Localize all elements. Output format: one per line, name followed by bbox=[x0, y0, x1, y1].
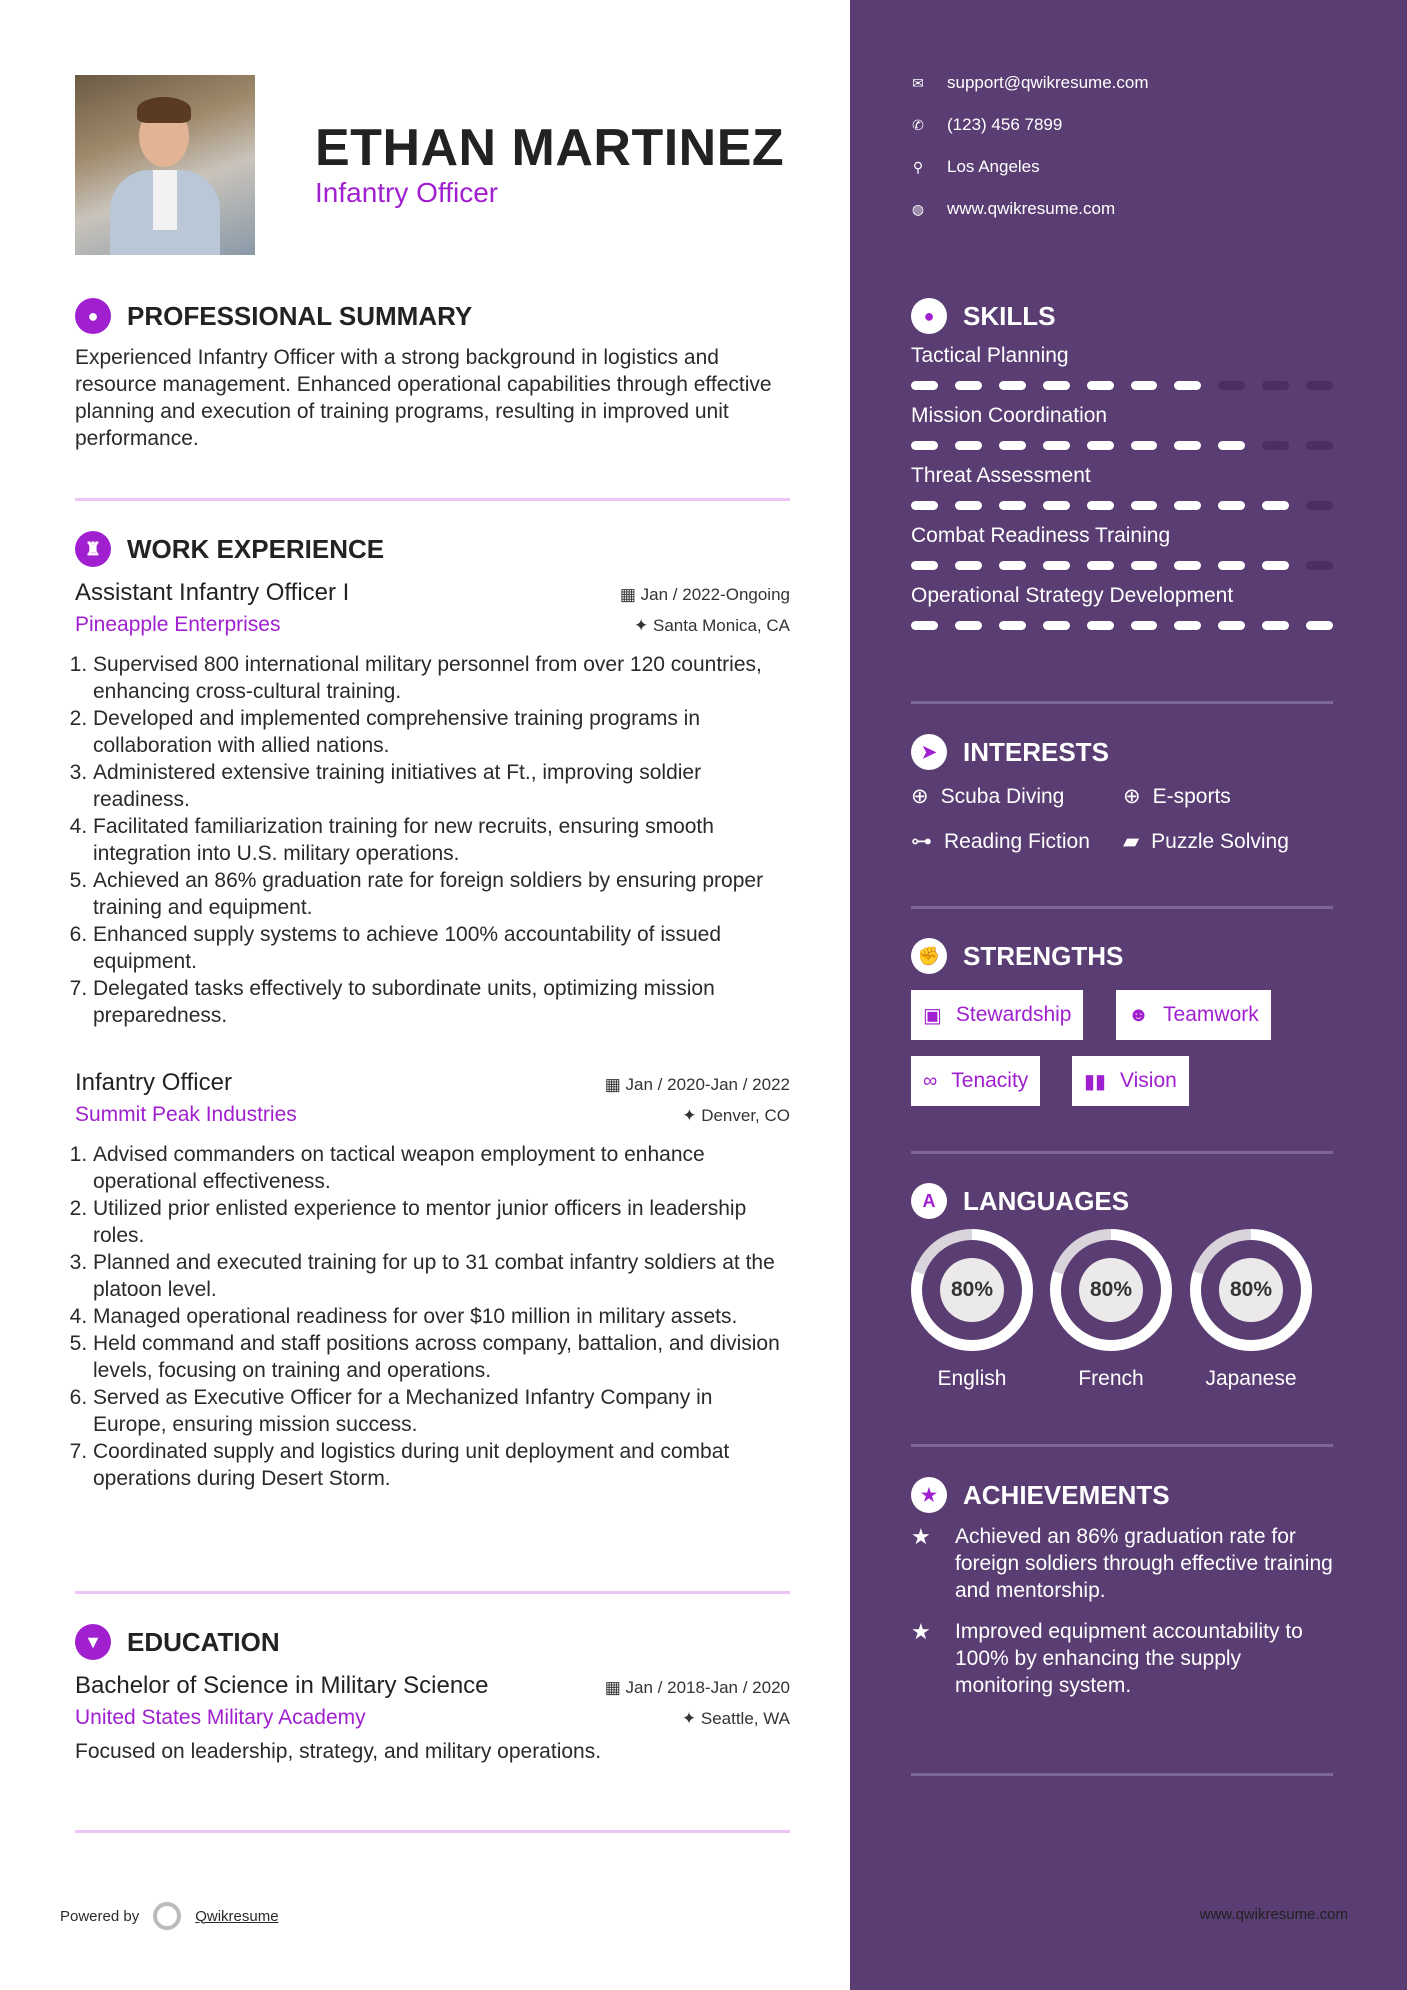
binoculars-icon: ▮▮ bbox=[1084, 1070, 1107, 1093]
envelope-icon: ✉ bbox=[912, 74, 924, 91]
star-icon: ★ bbox=[911, 1477, 947, 1513]
achievement-item: ★ Achieved an 86% graduation rate for foreign soldiers through effective training and mentorship. bbox=[911, 1524, 1333, 1602]
job-entry bbox=[75, 1069, 790, 1492]
skill-item bbox=[911, 344, 1333, 390]
job-location: ✦ Santa Monica, CA bbox=[634, 616, 790, 635]
email-text: support@qwikresume.com bbox=[947, 73, 1149, 92]
duty-item: 3. Administered extensive training initiatives at Ft., improving soldier readiness. bbox=[93, 759, 790, 813]
job-date: ▦ Jan / 2022-Ongoing bbox=[619, 585, 790, 604]
skill-level-dash bbox=[1174, 621, 1201, 630]
skill-level-dash bbox=[911, 561, 938, 570]
skill-level-dash bbox=[1087, 501, 1114, 510]
skill-level-dash bbox=[1087, 381, 1114, 390]
job-location: ✦ Denver, CO bbox=[682, 1106, 790, 1125]
strength-tag: ☻ Teamwork bbox=[1116, 990, 1271, 1040]
skill-level-dash bbox=[1174, 561, 1201, 570]
interest-item: ⊶ Reading Fiction bbox=[911, 829, 1090, 853]
paper-plane-icon: ➤ bbox=[911, 734, 947, 770]
book-icon: ▰ bbox=[1123, 830, 1140, 853]
summary-heading: PROFESSIONAL SUMMARY bbox=[127, 300, 473, 331]
duty-item: 2. Developed and implemented comprehensive training programs in collaboration with allied nations. bbox=[93, 705, 790, 759]
duty-item: 6. Served as Executive Officer for a Mechanized Infantry Company in Europe, ensuring mission success. bbox=[93, 1384, 790, 1438]
skill-level-dash bbox=[1218, 501, 1245, 510]
skill-level-dash bbox=[1131, 621, 1158, 630]
interest-item: ▰ Puzzle Solving bbox=[1123, 829, 1289, 853]
skill-level-dash bbox=[1043, 441, 1070, 450]
education-location: ✦ Seattle, WA bbox=[681, 1709, 790, 1728]
achievement-item: ★ Improved equipment accountability to 100% by enhancing the supply monitoring system. bbox=[911, 1619, 1303, 1697]
skill-level-dash bbox=[1043, 561, 1070, 570]
skill-level-dash bbox=[955, 441, 982, 450]
brand-link[interactable]: Qwikresume bbox=[195, 1907, 279, 1925]
skill-level-dash bbox=[1174, 501, 1201, 510]
profile-photo bbox=[75, 75, 255, 255]
interest-item: ⊕ E-sports bbox=[1123, 784, 1231, 808]
divider bbox=[911, 1444, 1333, 1447]
strengths-heading-row bbox=[911, 938, 1123, 974]
divider bbox=[75, 498, 790, 501]
skill-level-dash bbox=[1043, 381, 1070, 390]
divider bbox=[911, 701, 1333, 704]
education-heading: EDUCATION bbox=[127, 1626, 280, 1657]
divider bbox=[75, 1830, 790, 1833]
contact-email[interactable] bbox=[911, 73, 1149, 93]
skill-level-dash bbox=[999, 441, 1026, 450]
job-duties bbox=[75, 651, 790, 1029]
job-entry bbox=[75, 579, 790, 1029]
language-progress-ring bbox=[911, 1229, 1033, 1351]
summary-section bbox=[75, 298, 790, 501]
skill-level-bar bbox=[911, 501, 1333, 510]
skill-level-dash bbox=[1262, 621, 1289, 630]
skill-level-dash bbox=[1306, 561, 1333, 570]
calendar-icon: ▦ bbox=[604, 1678, 626, 1697]
skill-name: Operational Strategy Development bbox=[911, 584, 1234, 607]
skill-level-dash bbox=[999, 621, 1026, 630]
qwikresume-logo-icon bbox=[153, 1902, 181, 1930]
skill-level-dash bbox=[1043, 501, 1070, 510]
interest-item: ⊕ Scuba Diving bbox=[911, 784, 1065, 808]
graduation-icon: ▼ bbox=[75, 1624, 111, 1660]
calendar-icon: ▦ bbox=[604, 1075, 626, 1094]
phone-text: (123) 456 7899 bbox=[947, 115, 1063, 134]
contact-phone[interactable] bbox=[911, 115, 1062, 135]
gamepad-icon: ⊶ bbox=[911, 830, 932, 853]
duty-item: 4. Managed operational readiness for over $10 million in military assets. bbox=[93, 1303, 790, 1330]
skill-item bbox=[911, 524, 1333, 570]
summary-text: Experienced Infantry Officer with a strong background in logistics and resource management. Enhanced operational capabilities through effective planning and execution of training programs, resulting in improved unit performance. bbox=[75, 346, 772, 450]
work-heading: WORK EXPERIENCE bbox=[127, 533, 385, 564]
powered-by: Powered by bbox=[60, 1907, 140, 1925]
duty-item: 6. Enhanced supply systems to achieve 100% accountability of issued equipment. bbox=[93, 921, 790, 975]
skill-level-dash bbox=[955, 621, 982, 630]
duty-item: 5. Held command and staff positions across company, battalion, and division levels, focusing on training and operations. bbox=[93, 1330, 790, 1384]
skill-name: Mission Coordination bbox=[911, 404, 1108, 427]
phone-icon: ✆ bbox=[912, 116, 924, 133]
language-percent: 80% bbox=[940, 1258, 1004, 1322]
skill-level-dash bbox=[999, 501, 1026, 510]
skill-level-dash bbox=[1306, 381, 1333, 390]
skill-level-dash bbox=[1131, 501, 1158, 510]
skill-level-dash bbox=[911, 441, 938, 450]
skill-level-bar bbox=[911, 561, 1333, 570]
language-item bbox=[1050, 1229, 1172, 1391]
skill-level-dash bbox=[1131, 561, 1158, 570]
divider bbox=[911, 1151, 1333, 1154]
contact-website[interactable] bbox=[911, 199, 1115, 219]
briefcase-icon: ▣ bbox=[923, 1004, 942, 1027]
language-name: French bbox=[1078, 1367, 1144, 1390]
strength-tag: ▮▮ Vision bbox=[1072, 1056, 1189, 1106]
skill-level-dash bbox=[911, 381, 938, 390]
skill-level-dash bbox=[1262, 381, 1289, 390]
footer-brand bbox=[60, 1902, 279, 1930]
divider bbox=[911, 906, 1333, 909]
skill-level-dash bbox=[1087, 621, 1114, 630]
job-title: Assistant Infantry Officer I bbox=[75, 579, 350, 606]
contact-location bbox=[911, 157, 1040, 177]
education-description: Focused on leadership, strategy, and military operations. bbox=[75, 1740, 602, 1763]
job-company: Pineapple Enterprises bbox=[75, 613, 281, 636]
degree: Bachelor of Science in Military Science bbox=[75, 1672, 489, 1699]
duty-item: 7. Coordinated supply and logistics during unit deployment and combat operations during Desert Storm. bbox=[93, 1438, 790, 1492]
skill-name: Combat Readiness Training bbox=[911, 524, 1171, 547]
skill-level-dash bbox=[999, 561, 1026, 570]
skill-level-dash bbox=[1174, 441, 1201, 450]
language-progress-ring bbox=[1050, 1229, 1172, 1351]
language-percent: 80% bbox=[1079, 1258, 1143, 1322]
school: United States Military Academy bbox=[75, 1706, 366, 1729]
work-section bbox=[75, 531, 790, 1492]
lightbulb-icon: ● bbox=[911, 298, 947, 334]
duty-item: 4. Facilitated familiarization training for new recruits, ensuring smooth integration into U.S. military operations. bbox=[93, 813, 790, 867]
star-icon: ★ bbox=[911, 1619, 931, 1644]
skill-level-bar bbox=[911, 621, 1333, 630]
users-icon: ☻ bbox=[1128, 1003, 1150, 1026]
skill-level-dash bbox=[1131, 441, 1158, 450]
map-pin-icon: ⚲ bbox=[912, 158, 924, 175]
candidate-title: Infantry Officer bbox=[315, 177, 499, 208]
chair-icon: ♜ bbox=[75, 531, 111, 567]
life-ring-icon: ⊕ bbox=[1123, 785, 1141, 808]
language-name: Japanese bbox=[1205, 1367, 1297, 1390]
skill-level-dash bbox=[1306, 621, 1333, 630]
language-percent: 80% bbox=[1219, 1258, 1283, 1322]
skill-level-dash bbox=[999, 381, 1026, 390]
strengths-heading: STRENGTHS bbox=[963, 940, 1124, 971]
interests-heading: INTERESTS bbox=[963, 736, 1109, 767]
language-item bbox=[1190, 1229, 1312, 1391]
skill-level-dash bbox=[955, 561, 982, 570]
achievements-section bbox=[911, 1477, 1341, 1699]
skill-item bbox=[911, 404, 1333, 450]
skill-level-dash bbox=[1218, 441, 1245, 450]
skill-level-dash bbox=[1218, 381, 1245, 390]
languages-heading: LANGUAGES bbox=[963, 1185, 1130, 1216]
duty-item: 1. Supervised 800 international military personnel from over 120 countries, enhancing cross-cultural training. bbox=[93, 651, 790, 705]
pin-icon: ✦ bbox=[634, 616, 653, 635]
job-title: Infantry Officer bbox=[75, 1069, 232, 1096]
skill-level-dash bbox=[1306, 501, 1333, 510]
skill-level-dash bbox=[1131, 381, 1158, 390]
skill-level-dash bbox=[1218, 561, 1245, 570]
divider bbox=[75, 1591, 790, 1594]
skill-level-dash bbox=[911, 501, 938, 510]
achievements-heading: ACHIEVEMENTS bbox=[963, 1479, 1170, 1510]
location-text: Los Angeles bbox=[947, 157, 1040, 176]
language-name: English bbox=[937, 1367, 1007, 1390]
language-icon: A bbox=[911, 1183, 947, 1219]
skill-level-dash bbox=[1218, 621, 1245, 630]
candidate-name: ETHAN MARTINEZ bbox=[315, 119, 785, 177]
skills-section bbox=[911, 298, 1333, 630]
skill-level-bar bbox=[911, 381, 1333, 390]
skill-level-dash bbox=[911, 621, 938, 630]
education-date: ▦ Jan / 2018-Jan / 2020 bbox=[604, 1678, 790, 1697]
strength-tag: ∞ Tenacity bbox=[911, 1056, 1040, 1106]
strength-tag: ▣ Stewardship bbox=[911, 990, 1083, 1040]
fist-icon: ✊ bbox=[911, 938, 947, 974]
skill-item bbox=[911, 584, 1333, 630]
duty-item: 3. Planned and executed training for up to 31 combat infantry soldiers at the platoon level. bbox=[93, 1249, 790, 1303]
website-text: www.qwikresume.com bbox=[947, 199, 1116, 218]
skill-level-dash bbox=[1087, 561, 1114, 570]
divider bbox=[911, 1773, 1333, 1776]
skill-level-dash bbox=[955, 501, 982, 510]
calendar-icon: ▦ bbox=[619, 585, 641, 604]
footer-url[interactable]: www.qwikresume.com bbox=[1199, 1906, 1348, 1923]
user-icon: ● bbox=[75, 298, 111, 334]
duty-item: 7. Delegated tasks effectively to subordinate units, optimizing mission preparedness. bbox=[93, 975, 790, 1029]
skills-heading: SKILLS bbox=[963, 300, 1056, 331]
languages-heading-row bbox=[911, 1183, 1129, 1219]
link-icon: ∞ bbox=[923, 1069, 938, 1092]
skill-level-dash bbox=[1043, 621, 1070, 630]
skill-level-dash bbox=[1174, 381, 1201, 390]
job-company: Summit Peak Industries bbox=[75, 1103, 297, 1126]
duty-item: 1. Advised commanders on tactical weapon employment to enhance operational effectiveness. bbox=[93, 1141, 790, 1195]
pin-icon: ✦ bbox=[682, 1106, 702, 1125]
skill-level-dash bbox=[1262, 501, 1289, 510]
star-icon: ★ bbox=[911, 1524, 931, 1549]
skill-level-dash bbox=[1262, 441, 1289, 450]
skill-item bbox=[911, 464, 1333, 510]
duty-item: 2. Utilized prior enlisted experience to mentor junior officers in leadership roles. bbox=[93, 1195, 790, 1249]
skill-name: Tactical Planning bbox=[911, 344, 1069, 367]
job-date: ▦ Jan / 2020-Jan / 2022 bbox=[604, 1075, 790, 1094]
skill-level-dash bbox=[955, 381, 982, 390]
education-section bbox=[75, 1624, 790, 1765]
language-item bbox=[911, 1229, 1033, 1391]
skill-level-bar bbox=[911, 441, 1333, 450]
skill-level-dash bbox=[1262, 561, 1289, 570]
life-ring-icon: ⊕ bbox=[911, 785, 929, 808]
skill-level-dash bbox=[1306, 441, 1333, 450]
language-progress-ring bbox=[1190, 1229, 1312, 1351]
interests-section bbox=[911, 734, 1351, 854]
duty-item: 5. Achieved an 86% graduation rate for foreign soldiers by ensuring proper training and equipment. bbox=[93, 867, 790, 921]
skill-level-dash bbox=[1087, 441, 1114, 450]
globe-icon: ◍ bbox=[911, 200, 925, 217]
job-duties bbox=[75, 1141, 790, 1492]
skill-name: Threat Assessment bbox=[911, 464, 1091, 487]
pin-icon: ✦ bbox=[681, 1709, 701, 1728]
